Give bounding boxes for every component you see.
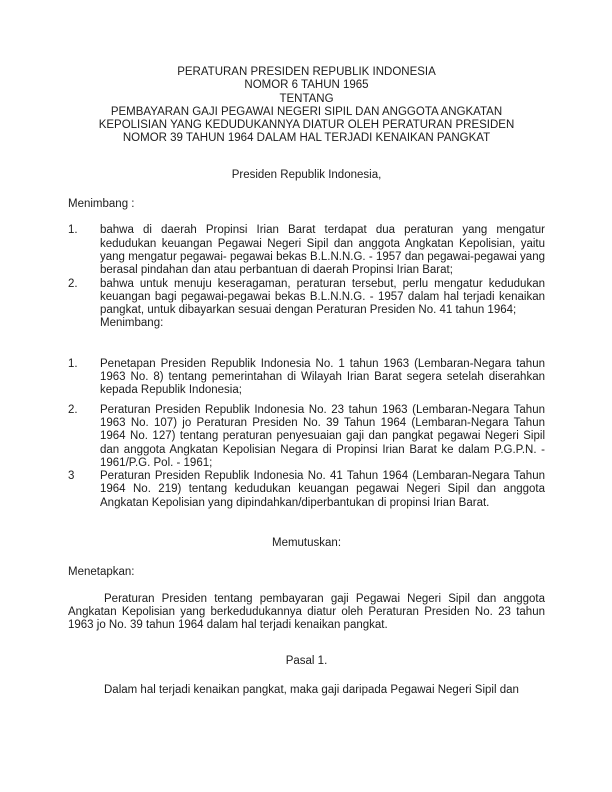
item-extra-line: Menimbang: [100,317,164,330]
pasal-1-paragraph: Dalam hal terjadi kenaikan pangkat, maka gaji daripada Pegawai Negeri Sipil dan [104,683,519,696]
decision-paragraph: Peraturan Presiden tentang pembayaran gaji Pegawai Negeri Sipil dan anggota Angkatan Kepolisian yang berkedudukannya diatur oleh Peraturan Presiden No. 23 tahun 1963 jo No. 39 tahun 1964 dalam hal terjadi kenaikan pangkat. [68,592,545,632]
item-number: 1. [68,357,78,370]
list-item [68,224,545,277]
menimbang-label: Menimbang : [68,198,135,211]
item-text: Peraturan Presiden Republik Indonesia No. 23 tahun 1963 (Lembaran-Negara Tahun 1963 No. 107) jo Peraturan Presiden No. 39 Tahun 1964 (Lembaran-Negara Tahun 1964 No. 127) tentang peraturan penyesuaian gaji dan pangkat pegawai Negeri Sipil dan anggota Angkatan Kepolisian Negara di Propinsi Irian Barat ke dalam P.G.P.N. - 1961/P.G. Pol. - 1961; [100,403,545,469]
item-text: Penetapan Presiden Republik Indonesia No. 1 tahun 1963 (Lembaran-Negara tahun 1963 No. 8) tentang pemerintahan di Wilayah Irian Barat segera setelah diserahkan kepada Republik Indonesia; [100,357,545,397]
item-number: 3 [68,470,75,483]
list-item [68,404,545,470]
list-item [68,278,545,331]
document-title-block [68,66,545,146]
considerations-list [68,224,545,330]
title-line-5: KEPOLISIAN YANG KEDUDUKANNYA DIATUR OLEH PERATURAN PRESIDEN [98,119,515,132]
title-line-1: PERATURAN PRESIDEN REPUBLIK INDONESIA [177,66,436,78]
item-text-group [100,278,545,331]
memutuskan-heading: Memutuskan: [271,537,342,550]
title-line-3: TENTANG [279,92,334,105]
title-line-4: PEMBAYARAN GAJI PEGAWAI NEGERI SIPIL DAN ANGGOTA ANGKATAN [110,105,503,118]
list-item [68,470,545,510]
item-text: Peraturan Presiden Republik Indonesia No. 41 Tahun 1964 (Lembaran-Negara Tahun 1964 No. 219) tentang kedudukan keuangan pegawai Negeri Sipil dan anggota Angkatan Kepolisian yang dipindahkan/diperbantukan di propinsi Irian Barat. [100,470,545,509]
menetapkan-label: Menetapkan: [68,566,135,579]
item-text: bahwa di daerah Propinsi Irian Barat terdapat dua peraturan yang mengatur kedudukan keuangan Pegawai Negeri Sipil dan anggota Angkatan Kepolisian, yaitu yang mengatur pegawai- pegawai bekas B.L.N.N.G. - 1957 dan pegawai-pegawai yang berasal pindahan dan atau perbantuan di daerah Propinsi Irian Barat; [100,224,545,277]
legal-basis-list [68,358,545,510]
pasal-1-heading: Pasal 1. [285,654,328,667]
item-number: 1. [68,224,78,237]
salutation: Presiden Republik Indonesia, [231,168,382,181]
list-item [68,358,545,398]
item-text: bahwa untuk menuju keseragaman, peraturan tersebut, perlu mengatur kedudukan keuangan bagi pegawai-pegawai bekas B.L.N.N.G. - 1957 dalam hal terjadi kenaikan pangkat, untuk dibayarkan sesuai dengan Peraturan Presiden No. 41 tahun 1964; [100,277,545,317]
title-line-2: NOMOR 6 TAHUN 1965 [244,79,369,92]
item-number: 2. [68,277,78,290]
title-line-6: NOMOR 39 TAHUN 1964 DALAM HAL TERJADI KENAIKAN PANGKAT [122,132,491,145]
item-number: 2. [68,403,78,416]
